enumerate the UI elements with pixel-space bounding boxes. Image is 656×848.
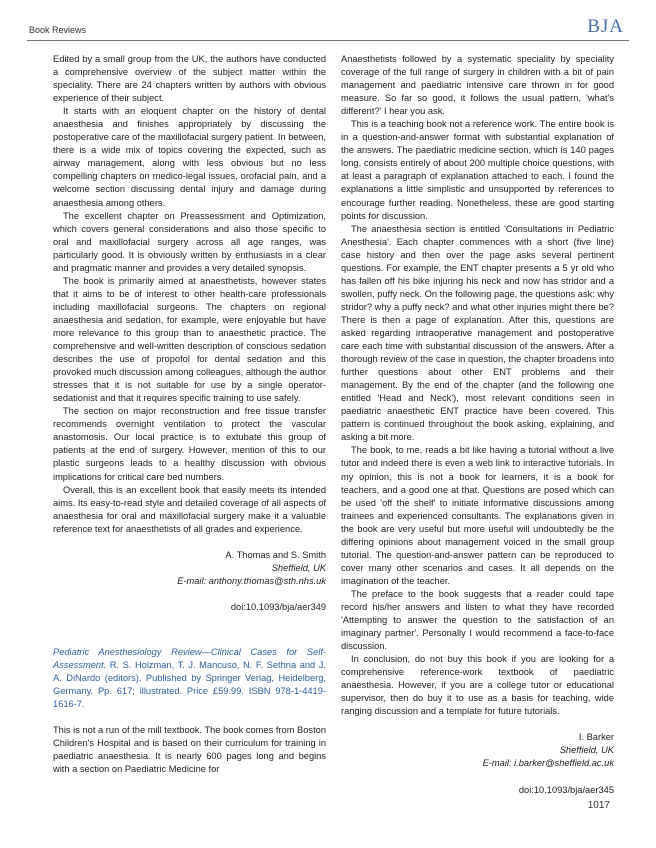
reviewer-email[interactable]: E-mail: i.barker@sheffield.ac.uk xyxy=(482,758,614,769)
body-paragraph: This is not a run of the mill textbook. The book comes from Boston Children's Hospital and is based on their curriculum for training in paediatric anaesthesia. It is nearly 600 pages long and begins with a section on Paediatric Medicine for xyxy=(53,725,326,775)
reviewer-location: Sheffield, UK xyxy=(559,745,614,756)
book-details: R. S. Holzman, T. J. Mancuso, N. F. Sethna and J. A. DiNardo (editors). Published by Springer Verlag, Heidelberg, Germany. Pp. 617; illustrated. Price £59.99. ISBN 978-1-4419-1616-7. xyxy=(53,659,326,710)
page-number: 1017 xyxy=(587,800,610,811)
header-rule xyxy=(27,40,629,41)
body-paragraph: The excellent chapter on Preassessment and Optimization, which covers general considerations and also those specific to oral and maxillofacial surgery across all age ranges, was particularly good. It is obviously written by enthusiasts in a clear and pragmatic manner and provides a very detailed synopsis. xyxy=(53,210,326,273)
body-paragraph: The book, to me, reads a bit like having a tutorial without a live tutor and indeed there is even a web link to interactive tutorials. In my opinion, this is not a book for learners, it is a book for teachers, and a good one at that. Questions are posed which can be used 'off the shelf' to initiate informative discussions among trainees and experienced consultants. The explanations given in the book are very useful but more useful will undoubtedly be the differing opinions about management voiced in the small group tutorial. The question-and-answer pattern can be reproduced to cover many other scenarios and cases. It all depends on the imagination of the teacher. xyxy=(341,445,614,586)
reviewer-location: Sheffield, UK xyxy=(271,562,326,573)
body-paragraph: The book is primarily aimed at anaesthetists, however states that it aims to be of interest to other health-care professionals including maxillofacial surgeons. The chapters on regional anaesthesia and sedation, for example, were enjoyable but have more relevance to this group than to anaesthetic practice. The comprehensive and well-written description of conscious sedation describes the use of propofol for dental sedation and this provoked much discussion among colleagues, although the author stresses that it is not suitable for use by a single operator-sedationist and that it requires specific training to use safely. xyxy=(53,275,326,404)
reviewer-signature xyxy=(53,549,326,588)
book-citation xyxy=(53,646,326,711)
body-paragraph: Edited by a small group from the UK, the authors have conducted a comprehensive overview of the subject matter within the speciality. There are 24 chapters written by authors with obvious experience of their subject. xyxy=(53,54,326,104)
journal-logo: BJA xyxy=(587,16,624,37)
book-title: Pediatric Anesthesiology Review—Clinical Cases for Self-Assessment. xyxy=(53,646,326,670)
body-paragraph: Overall, this is an excellent book that easily meets its intended aims. Its easy-to-read style and detailed coverage of all aspects of anaesthesia for oral and maxillofacial surgery make it a valuable reference text for anaesthetists of all grades and experience. xyxy=(53,484,326,534)
reviewer-signature xyxy=(341,731,614,770)
body-paragraph: It starts with an eloquent chapter on the history of dental anaesthesia and finishes appropriately by discussing the postoperative care of the maxillofacial surgery patient. In between, there is a wide mix of topics covering the expected, such as airway management, along with less obvious but no less compelling chapters on medico-legal issues, orofacial pain, and a welcome section discussing dental injury and damage during anaesthesia among others. xyxy=(53,106,326,208)
body-paragraph: In conclusion, do not buy this book if you are looking for a comprehensive reference-work textbook of paediatric anaesthesia. However, if you are a college tutor or educational supervisor, then do buy it to use as a basis for teaching, wide ranging discussion and a template for future tutorials. xyxy=(341,654,614,717)
left-column xyxy=(53,53,326,776)
body-paragraph: Anaesthetists followed by a systematic speciality by speciality coverage of the full range of surgery in children with a bit of pain management and paediatric intensive care thrown in for good measure. So far so good, it follows the usual pattern, 'what's different?' I hear you ask. xyxy=(341,54,614,117)
reviewer-email[interactable]: E-mail: anthony.thomas@sth.nhs.uk xyxy=(177,575,326,586)
doi: doi:10.1093/bja/aer349 xyxy=(230,601,326,612)
body-paragraph: The anaesthesia section is entitled 'Consultations in Pediatric Anesthesia'. Each chapter commences with a short (five line) case history and then over the page asks several pertinent questions. For example, the ENT chapter presents a 5 yr old who has fallen off his bike injuring his neck and now has stridor and a swollen, puffy neck. On the following page, the questions ask: why stridor? why a puffy neck? and what other injuries might there be? There is then a page of explanation. After this, questions are asked regarding intraoperative management and postoperative care each time with substantial discussion of the answers. After a thorough review of the case in question, the chapter broadens into further questions about other ENT problems and their management. By the end of the chapter (and the following one entitled 'Head and Neck'), most relevant conditions seen in paediatric anaesthetic ENT practice have been covered. This pattern is continued throughout the book asking, explaining, and asking a bit more. xyxy=(341,223,614,443)
body-paragraph: The preface to the book suggests that a reader could tape record his/her answers and listen to what they have recorded 'Attempting to answer the question to the satisfaction of an imaginary partner'. Personally I would recommend a face-to-face discussion. xyxy=(341,588,614,652)
doi: doi:10.1093/bja/aer345 xyxy=(518,784,614,795)
body-paragraph: The section on major reconstruction and free tissue transfer recommends overnight ventilation to protect the vascular anastomosis. Our local practice is to extubate this group of patients at the end of surgery. However, mention of this to our plastic surgeons leads to a healthy discussion with obvious implications for critical care bed numbers. xyxy=(53,406,326,482)
body-paragraph: This is a teaching book not a reference work. The entire book is in a question-and-answer format with substantial explanation of the answers. The paediatric medicine section, which is 140 pages long, consists entirely of about 200 multiple choice questions, with at least a paragraph of explanation attached to each. I found the explanations a little simplistic and unsupported by references to encourage further reading. Nonetheless, these are good starting points for discussion. xyxy=(341,119,614,221)
right-column xyxy=(341,53,614,797)
reviewer-names: A. Thomas and S. Smith xyxy=(225,549,326,560)
running-header-section: Book Reviews xyxy=(29,25,87,35)
reviewer-names: I. Barker xyxy=(578,732,614,743)
